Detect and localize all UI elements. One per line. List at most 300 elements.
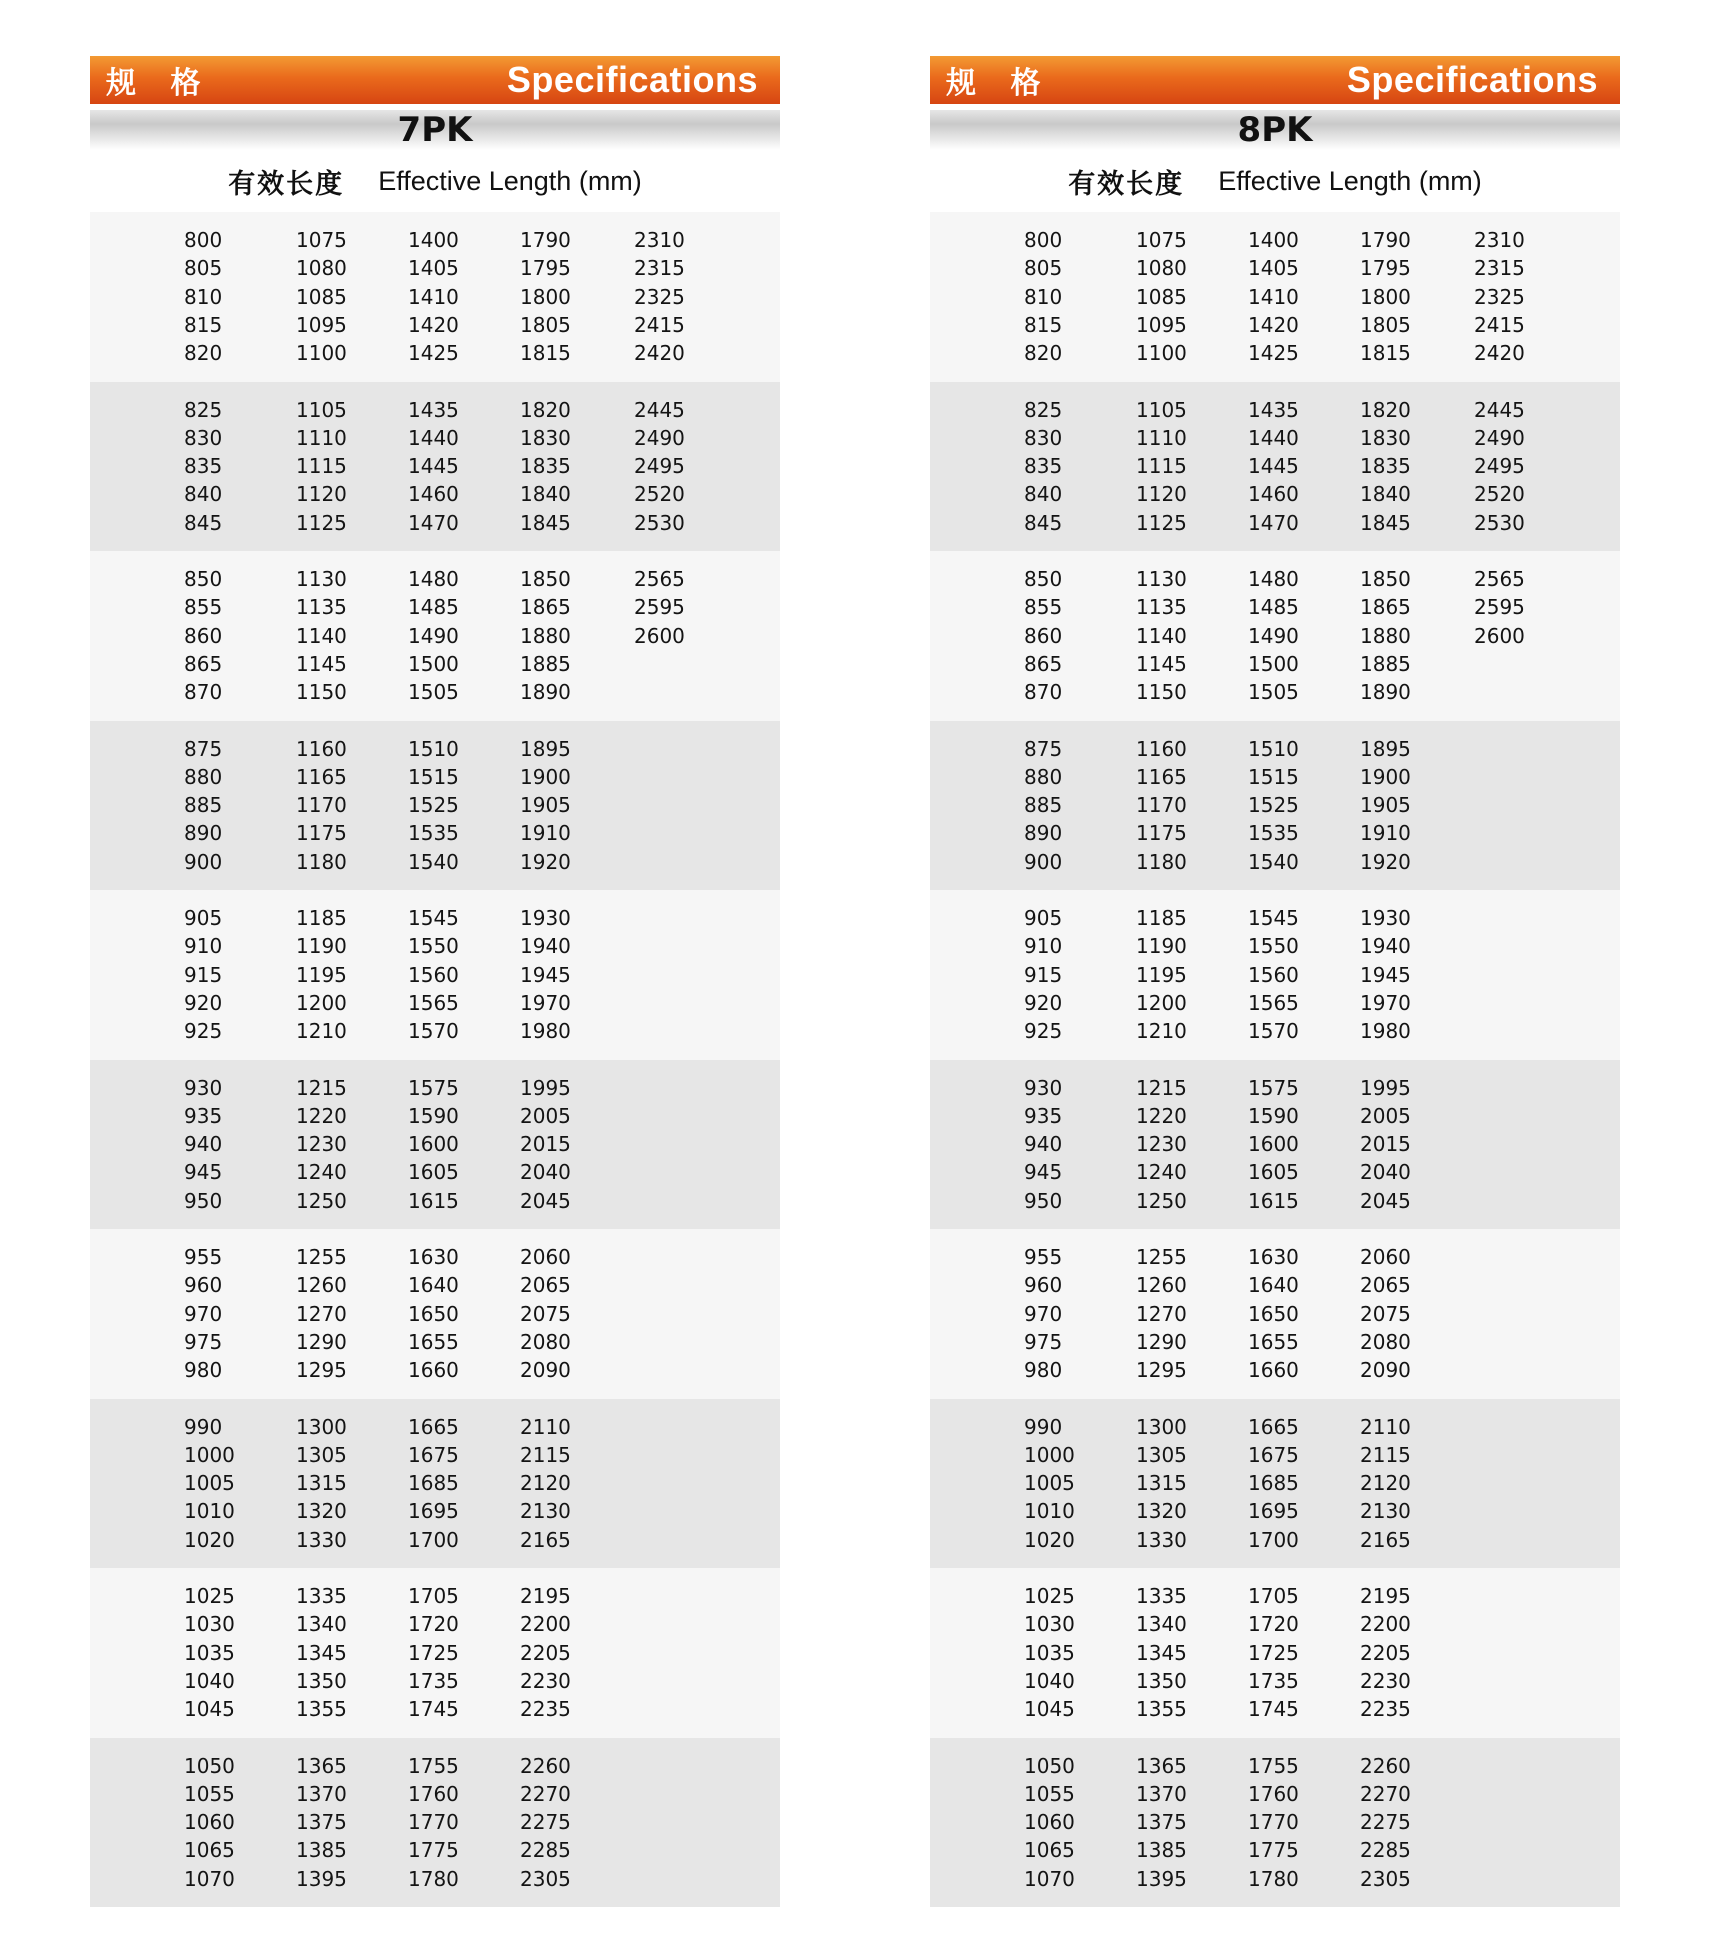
specifications-header-bar bbox=[90, 56, 780, 104]
length-value: 2165 bbox=[1360, 1527, 1411, 1552]
length-value: 1385 bbox=[296, 1838, 347, 1863]
length-value bbox=[634, 1074, 746, 1102]
model-bar bbox=[90, 110, 780, 150]
length-table bbox=[90, 212, 780, 1907]
length-value: 1370 bbox=[1136, 1781, 1187, 1806]
length-value: 1705 bbox=[408, 1584, 459, 1608]
length-value: 830 bbox=[1024, 425, 1063, 450]
length-value: 935 bbox=[1024, 1103, 1063, 1128]
row-group bbox=[90, 1060, 780, 1230]
row-group bbox=[90, 1738, 780, 1908]
table-row bbox=[930, 565, 1620, 593]
length-value bbox=[634, 932, 746, 960]
row-group bbox=[930, 890, 1620, 1060]
length-value: 2565 bbox=[634, 567, 685, 591]
length-value: 860 bbox=[184, 623, 223, 648]
length-value: 1085 bbox=[1136, 284, 1187, 309]
table-row bbox=[930, 254, 1620, 282]
length-value: 1035 bbox=[184, 1640, 235, 1665]
length-value: 2195 bbox=[1360, 1584, 1411, 1608]
length-value: 1940 bbox=[1360, 934, 1411, 959]
length-value: 1490 bbox=[408, 623, 459, 648]
length-value: 855 bbox=[1024, 595, 1063, 620]
length-value: 1005 bbox=[1024, 1471, 1075, 1496]
length-value bbox=[1474, 1780, 1586, 1808]
table-row bbox=[930, 1102, 1620, 1130]
table-subtitle bbox=[930, 150, 1620, 212]
length-table bbox=[930, 212, 1620, 1907]
length-value: 900 bbox=[184, 849, 223, 874]
subtitle-cn: 有效长度 bbox=[228, 168, 345, 200]
length-value: 880 bbox=[184, 764, 223, 789]
length-value: 2325 bbox=[634, 284, 685, 309]
length-value: 1655 bbox=[1248, 1329, 1299, 1354]
table-row bbox=[930, 509, 1620, 537]
length-value bbox=[1474, 1865, 1586, 1893]
length-value: 945 bbox=[1024, 1160, 1063, 1185]
length-value: 1815 bbox=[1360, 341, 1411, 366]
length-value: 2130 bbox=[520, 1499, 571, 1524]
length-value: 1545 bbox=[408, 906, 459, 930]
length-value: 1795 bbox=[520, 256, 571, 281]
length-value: 2110 bbox=[1360, 1414, 1411, 1439]
length-value: 1350 bbox=[296, 1668, 347, 1693]
length-value bbox=[1474, 1413, 1586, 1441]
table-row bbox=[930, 650, 1620, 678]
length-value: 900 bbox=[1024, 849, 1063, 874]
table-row bbox=[930, 1158, 1620, 1186]
length-value bbox=[634, 1808, 746, 1836]
length-value: 1910 bbox=[520, 821, 571, 846]
length-value: 2310 bbox=[1474, 228, 1525, 252]
length-value: 2415 bbox=[1474, 312, 1525, 337]
length-value: 2305 bbox=[520, 1866, 571, 1891]
length-value: 1490 bbox=[1248, 623, 1299, 648]
length-value: 2530 bbox=[634, 510, 685, 535]
length-value: 1335 bbox=[296, 1584, 347, 1608]
table-row bbox=[90, 1469, 780, 1497]
length-value: 1780 bbox=[408, 1866, 459, 1891]
length-value: 1220 bbox=[296, 1103, 347, 1128]
length-value: 1120 bbox=[1136, 482, 1187, 507]
length-value: 1720 bbox=[1248, 1612, 1299, 1637]
length-value: 1515 bbox=[408, 764, 459, 789]
length-value: 1045 bbox=[1024, 1697, 1075, 1722]
length-value bbox=[634, 1582, 746, 1610]
table-row bbox=[90, 509, 780, 537]
length-value bbox=[1474, 819, 1586, 847]
spec-panel-7pk bbox=[90, 56, 780, 1907]
table-row bbox=[90, 1836, 780, 1864]
length-value: 1240 bbox=[1136, 1160, 1187, 1185]
length-value: 1525 bbox=[1248, 793, 1299, 818]
length-value: 1995 bbox=[520, 1075, 571, 1100]
length-value: 845 bbox=[1024, 510, 1063, 535]
table-row bbox=[90, 1187, 780, 1215]
table-row bbox=[930, 311, 1620, 339]
table-row bbox=[930, 1300, 1620, 1328]
length-value: 1070 bbox=[184, 1866, 235, 1891]
length-value: 1190 bbox=[296, 934, 347, 959]
length-value: 1835 bbox=[520, 454, 571, 479]
length-value bbox=[1474, 1017, 1586, 1045]
length-value: 1355 bbox=[296, 1697, 347, 1722]
table-row bbox=[930, 932, 1620, 960]
length-value: 1215 bbox=[1136, 1075, 1187, 1100]
table-row bbox=[930, 480, 1620, 508]
length-value: 990 bbox=[1024, 1414, 1063, 1439]
table-row bbox=[90, 1356, 780, 1384]
table-row bbox=[930, 1469, 1620, 1497]
length-value: 1905 bbox=[1360, 793, 1411, 818]
length-value: 1675 bbox=[408, 1442, 459, 1467]
table-row bbox=[90, 565, 780, 593]
table-row bbox=[930, 226, 1620, 254]
length-value: 1095 bbox=[1136, 312, 1187, 337]
length-value: 1305 bbox=[296, 1442, 347, 1467]
length-value: 1930 bbox=[520, 906, 571, 930]
length-value: 2205 bbox=[1360, 1640, 1411, 1665]
spec-panel-8pk bbox=[930, 56, 1620, 1907]
length-value: 2520 bbox=[1474, 482, 1525, 507]
length-value: 2600 bbox=[1474, 623, 1525, 648]
length-value: 1260 bbox=[1136, 1273, 1187, 1298]
length-value: 1460 bbox=[408, 482, 459, 507]
table-row bbox=[90, 226, 780, 254]
length-value: 1340 bbox=[296, 1612, 347, 1637]
length-value: 1820 bbox=[520, 397, 571, 422]
length-value bbox=[634, 1526, 746, 1554]
length-value: 1800 bbox=[1360, 284, 1411, 309]
length-value: 1440 bbox=[408, 425, 459, 450]
spec-label-en: Specifications bbox=[506, 59, 758, 100]
length-value: 1135 bbox=[296, 595, 347, 620]
length-value: 970 bbox=[184, 1301, 223, 1326]
length-value bbox=[634, 961, 746, 989]
length-value bbox=[634, 1441, 746, 1469]
length-value bbox=[1474, 678, 1586, 706]
length-value: 940 bbox=[184, 1132, 223, 1157]
length-value: 805 bbox=[184, 256, 223, 281]
length-value: 1110 bbox=[1136, 425, 1187, 450]
length-value bbox=[634, 678, 746, 706]
length-value: 2420 bbox=[634, 341, 685, 366]
length-value: 1850 bbox=[520, 567, 571, 591]
table-row bbox=[90, 424, 780, 452]
length-value: 1615 bbox=[408, 1188, 459, 1213]
length-value: 1010 bbox=[184, 1499, 235, 1524]
length-value: 1920 bbox=[1360, 849, 1411, 874]
length-value: 1485 bbox=[408, 595, 459, 620]
table-row bbox=[90, 1441, 780, 1469]
length-value: 1790 bbox=[1360, 228, 1411, 252]
table-row bbox=[90, 1102, 780, 1130]
length-value: 925 bbox=[184, 1019, 223, 1044]
table-row bbox=[90, 1808, 780, 1836]
length-value: 1000 bbox=[1024, 1442, 1075, 1467]
length-value: 1725 bbox=[408, 1640, 459, 1665]
table-row bbox=[90, 311, 780, 339]
length-value: 2075 bbox=[520, 1301, 571, 1326]
length-value: 1240 bbox=[296, 1160, 347, 1185]
table-row bbox=[90, 1158, 780, 1186]
length-value: 1400 bbox=[1248, 228, 1299, 252]
length-value: 890 bbox=[1024, 821, 1063, 846]
length-value: 1025 bbox=[1024, 1584, 1075, 1608]
length-value: 1065 bbox=[184, 1838, 235, 1863]
length-value bbox=[1474, 1836, 1586, 1864]
length-value: 915 bbox=[1024, 962, 1063, 987]
row-group bbox=[90, 1568, 780, 1738]
length-value: 800 bbox=[184, 228, 223, 252]
length-value: 1145 bbox=[1136, 651, 1187, 676]
length-value: 1140 bbox=[1136, 623, 1187, 648]
length-value: 910 bbox=[1024, 934, 1063, 959]
length-value: 1425 bbox=[408, 341, 459, 366]
length-value: 1510 bbox=[1248, 736, 1299, 761]
length-value: 1335 bbox=[1136, 1584, 1187, 1608]
length-value: 2495 bbox=[634, 454, 685, 479]
table-row bbox=[90, 1497, 780, 1525]
length-value: 2015 bbox=[520, 1132, 571, 1157]
length-value: 1345 bbox=[1136, 1640, 1187, 1665]
length-value: 2315 bbox=[634, 256, 685, 281]
length-value: 1195 bbox=[1136, 962, 1187, 987]
length-value: 855 bbox=[184, 595, 223, 620]
table-row bbox=[930, 791, 1620, 819]
length-value: 2115 bbox=[1360, 1442, 1411, 1467]
row-group bbox=[930, 721, 1620, 891]
length-value: 1575 bbox=[408, 1075, 459, 1100]
length-value: 1220 bbox=[1136, 1103, 1187, 1128]
table-row bbox=[930, 1836, 1620, 1864]
length-value: 1110 bbox=[296, 425, 347, 450]
length-value: 2110 bbox=[520, 1414, 571, 1439]
row-group bbox=[90, 1399, 780, 1569]
row-group bbox=[90, 212, 780, 382]
length-value: 915 bbox=[184, 962, 223, 987]
length-value: 1435 bbox=[408, 397, 459, 422]
length-value: 1060 bbox=[184, 1810, 235, 1835]
table-row bbox=[90, 593, 780, 621]
table-row bbox=[930, 904, 1620, 932]
length-value: 2595 bbox=[1474, 595, 1525, 620]
length-value bbox=[634, 1328, 746, 1356]
table-row bbox=[90, 396, 780, 424]
length-value: 2315 bbox=[1474, 256, 1525, 281]
length-value: 825 bbox=[184, 397, 223, 422]
length-value: 1895 bbox=[520, 736, 571, 761]
table-row bbox=[930, 1780, 1620, 1808]
length-value: 870 bbox=[1024, 680, 1063, 705]
length-value: 920 bbox=[1024, 990, 1063, 1015]
length-value: 1890 bbox=[520, 680, 571, 705]
length-value: 1865 bbox=[1360, 595, 1411, 620]
length-value: 1120 bbox=[296, 482, 347, 507]
length-value: 1080 bbox=[1136, 256, 1187, 281]
length-value: 1315 bbox=[296, 1471, 347, 1496]
length-value: 1410 bbox=[1248, 284, 1299, 309]
table-row bbox=[90, 961, 780, 989]
length-value: 875 bbox=[184, 736, 223, 761]
table-row bbox=[90, 1243, 780, 1271]
length-value: 945 bbox=[184, 1160, 223, 1185]
table-row bbox=[930, 678, 1620, 706]
length-value: 1010 bbox=[1024, 1499, 1075, 1524]
length-value: 870 bbox=[184, 680, 223, 705]
length-value: 1650 bbox=[408, 1301, 459, 1326]
length-value: 2065 bbox=[520, 1273, 571, 1298]
length-value: 2235 bbox=[520, 1697, 571, 1722]
length-value: 970 bbox=[1024, 1301, 1063, 1326]
table-row bbox=[930, 1243, 1620, 1271]
length-value: 1195 bbox=[296, 962, 347, 987]
row-group bbox=[930, 212, 1620, 382]
length-value: 1305 bbox=[1136, 1442, 1187, 1467]
length-value: 2130 bbox=[1360, 1499, 1411, 1524]
length-value: 950 bbox=[184, 1188, 223, 1213]
table-row bbox=[90, 650, 780, 678]
length-value: 1945 bbox=[1360, 962, 1411, 987]
length-value: 1665 bbox=[1248, 1414, 1299, 1439]
length-value: 1815 bbox=[520, 341, 571, 366]
length-value: 1130 bbox=[296, 567, 347, 591]
length-value: 935 bbox=[184, 1103, 223, 1128]
length-value bbox=[1474, 1695, 1586, 1723]
length-value: 1050 bbox=[1024, 1753, 1075, 1778]
length-value: 2420 bbox=[1474, 341, 1525, 366]
length-value bbox=[1474, 1328, 1586, 1356]
length-value: 1170 bbox=[1136, 793, 1187, 818]
length-value: 930 bbox=[184, 1075, 223, 1100]
table-row bbox=[930, 1074, 1620, 1102]
length-value: 2040 bbox=[520, 1160, 571, 1185]
length-value: 1560 bbox=[1248, 962, 1299, 987]
table-row bbox=[930, 735, 1620, 763]
length-value: 1880 bbox=[520, 623, 571, 648]
length-value: 1145 bbox=[296, 651, 347, 676]
table-row bbox=[930, 339, 1620, 367]
table-row bbox=[90, 848, 780, 876]
length-value: 1805 bbox=[520, 312, 571, 337]
length-value: 1725 bbox=[1248, 1640, 1299, 1665]
table-row bbox=[930, 1582, 1620, 1610]
row-group bbox=[930, 1229, 1620, 1399]
length-value: 2195 bbox=[520, 1584, 571, 1608]
length-value: 975 bbox=[184, 1329, 223, 1354]
length-value: 845 bbox=[184, 510, 223, 535]
length-value: 1290 bbox=[1136, 1329, 1187, 1354]
spec-label-cn: 规 格 bbox=[106, 66, 213, 101]
length-value: 1665 bbox=[408, 1414, 459, 1439]
length-value: 1675 bbox=[1248, 1442, 1299, 1467]
length-value: 1640 bbox=[408, 1273, 459, 1298]
table-row bbox=[90, 1695, 780, 1723]
length-value: 1115 bbox=[296, 454, 347, 479]
row-group bbox=[90, 382, 780, 552]
length-value: 2205 bbox=[520, 1640, 571, 1665]
table-row bbox=[90, 989, 780, 1017]
length-value: 1695 bbox=[1248, 1499, 1299, 1524]
length-value bbox=[1474, 1582, 1586, 1610]
table-row bbox=[930, 1271, 1620, 1299]
length-value bbox=[634, 1130, 746, 1158]
length-value: 1780 bbox=[1248, 1866, 1299, 1891]
length-value: 1230 bbox=[296, 1132, 347, 1157]
length-value: 1830 bbox=[520, 425, 571, 450]
length-value: 1250 bbox=[296, 1188, 347, 1213]
length-value: 1315 bbox=[1136, 1471, 1187, 1496]
length-value: 1940 bbox=[520, 934, 571, 959]
table-row bbox=[930, 1526, 1620, 1554]
table-row bbox=[930, 763, 1620, 791]
length-value bbox=[634, 650, 746, 678]
length-value: 1630 bbox=[1248, 1245, 1299, 1269]
length-value: 1400 bbox=[408, 228, 459, 252]
length-value: 2325 bbox=[1474, 284, 1525, 309]
length-value: 1770 bbox=[1248, 1810, 1299, 1835]
table-row bbox=[930, 1695, 1620, 1723]
length-value bbox=[1474, 650, 1586, 678]
length-value: 1375 bbox=[296, 1810, 347, 1835]
length-value: 1295 bbox=[296, 1358, 347, 1383]
length-value bbox=[634, 848, 746, 876]
length-value: 1760 bbox=[408, 1781, 459, 1806]
row-group bbox=[930, 1399, 1620, 1569]
length-value: 1425 bbox=[1248, 341, 1299, 366]
length-value: 2075 bbox=[1360, 1301, 1411, 1326]
length-value: 1365 bbox=[296, 1753, 347, 1778]
table-row bbox=[930, 989, 1620, 1017]
length-value: 1840 bbox=[520, 482, 571, 507]
table-row bbox=[90, 1639, 780, 1667]
length-value: 1320 bbox=[1136, 1499, 1187, 1524]
table-row bbox=[930, 1130, 1620, 1158]
length-value bbox=[1474, 1610, 1586, 1638]
length-value: 1795 bbox=[1360, 256, 1411, 281]
length-value bbox=[634, 1158, 746, 1186]
length-value bbox=[634, 1667, 746, 1695]
length-value: 1880 bbox=[1360, 623, 1411, 648]
length-value: 955 bbox=[184, 1245, 223, 1269]
length-value: 1095 bbox=[296, 312, 347, 337]
length-value bbox=[634, 1497, 746, 1525]
length-value: 1565 bbox=[408, 990, 459, 1015]
length-value: 1900 bbox=[520, 764, 571, 789]
length-value: 1060 bbox=[1024, 1810, 1075, 1835]
length-value: 1160 bbox=[1136, 736, 1187, 761]
length-value: 2270 bbox=[520, 1781, 571, 1806]
length-value bbox=[1474, 735, 1586, 763]
length-value: 880 bbox=[1024, 764, 1063, 789]
table-row bbox=[930, 1328, 1620, 1356]
length-value: 2600 bbox=[634, 623, 685, 648]
table-row bbox=[930, 424, 1620, 452]
length-value: 1395 bbox=[296, 1866, 347, 1891]
length-value: 1295 bbox=[1136, 1358, 1187, 1383]
length-value bbox=[1474, 1356, 1586, 1384]
length-value: 1775 bbox=[1248, 1838, 1299, 1863]
length-value: 1550 bbox=[1248, 934, 1299, 959]
length-value: 1025 bbox=[184, 1584, 235, 1608]
length-value: 830 bbox=[184, 425, 223, 450]
length-value: 1865 bbox=[520, 595, 571, 620]
length-value: 1330 bbox=[296, 1527, 347, 1552]
length-value: 2275 bbox=[1360, 1810, 1411, 1835]
length-value: 2120 bbox=[1360, 1471, 1411, 1496]
table-row bbox=[90, 1752, 780, 1780]
length-value: 1300 bbox=[1136, 1414, 1187, 1439]
